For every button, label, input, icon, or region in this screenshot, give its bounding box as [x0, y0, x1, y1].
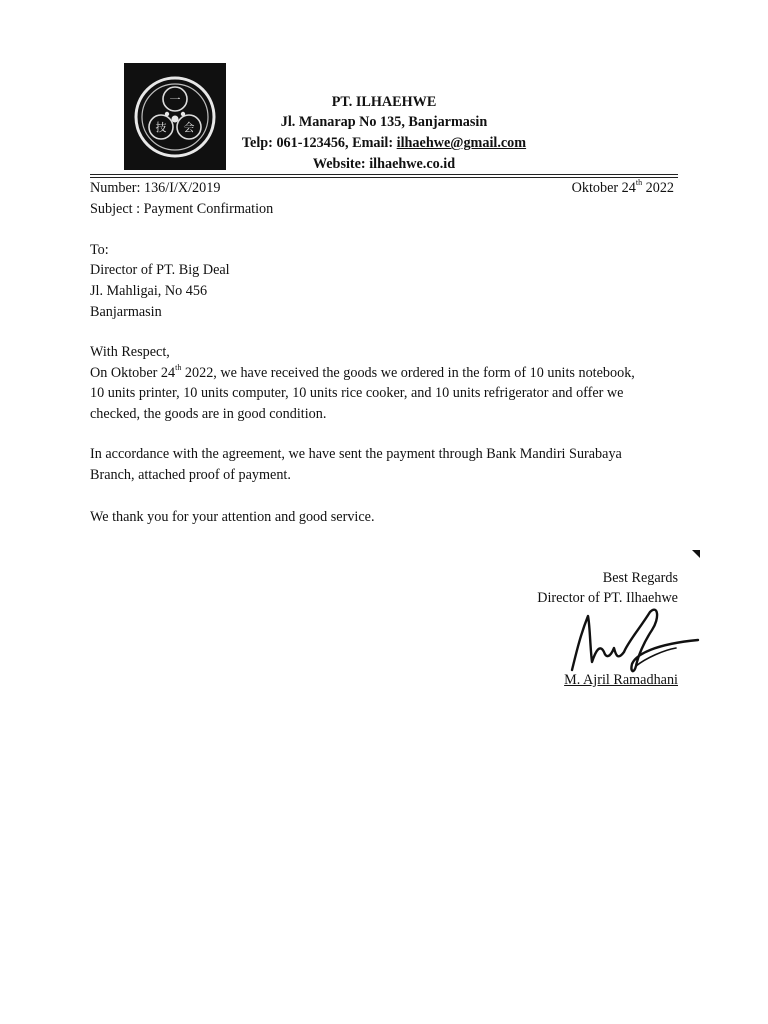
company-logo — [124, 63, 226, 170]
header-divider-thick — [90, 174, 678, 175]
recipient-name: Director of PT. Big Deal — [90, 262, 230, 278]
logo-glyph-left: 技 — [155, 121, 167, 134]
letter-date — [572, 178, 674, 199]
letter-subject: Subject : Payment Confirmation — [90, 201, 274, 217]
p1-rest: 2022, we have received the goods we ordered in the form of 10 units notebook, — [181, 365, 635, 381]
paragraph-2-line-2: Branch, attached proof of payment. — [90, 467, 291, 483]
p1-date: On Oktober 24 — [90, 365, 176, 381]
recipient-city: Banjarmasin — [90, 304, 162, 320]
p1-date-suffix: th — [175, 363, 182, 373]
letter-number: Number: 136/I/X/2019 — [90, 180, 221, 196]
closing-title: Director of PT. Ilhaehwe — [537, 590, 678, 606]
greeting: With Respect, — [90, 344, 170, 360]
date-text: Oktober 24 — [571, 180, 636, 196]
company-name: PT. ILHAEHWE — [331, 94, 437, 110]
date-suffix: th — [635, 178, 643, 188]
paragraph-2-line-1: In accordance with the agreement, we have sent the payment through Bank Mandiri Surabaya — [90, 446, 622, 462]
company-phone: Telp: 061-123456, Email: — [241, 135, 397, 151]
signature-image — [566, 606, 702, 676]
corner-mark-icon — [692, 550, 700, 558]
company-address: Jl. Manarap No 135, Banjarmasin — [280, 114, 488, 130]
company-website: Website: ilhaehwe.co.id — [312, 156, 456, 172]
recipient-street: Jl. Mahligai, No 456 — [90, 283, 208, 299]
logo-glyph-right: 会 — [183, 121, 195, 134]
paragraph-3: We thank you for your attention and good service. — [90, 509, 375, 525]
paragraph-1-line-3: checked, the goods are in good condition. — [90, 406, 327, 422]
recipient-to: To: — [90, 242, 109, 258]
company-contact — [225, 133, 543, 153]
paragraph-1-line-1 — [90, 363, 635, 384]
closing-regards: Best Regards — [602, 570, 678, 586]
signatory-name: M. Ajril Ramadhani — [564, 672, 678, 688]
date-year: 2022 — [642, 180, 674, 196]
logo-emblem-icon — [124, 63, 226, 170]
paragraph-1-line-2: 10 units printer, 10 units computer, 10 units rice cooker, and 10 units refrigerator and offer we — [90, 385, 624, 401]
logo-glyph-top: 一 — [169, 93, 181, 106]
letterhead — [225, 92, 543, 176]
company-email-link[interactable]: ilhaehwe@gmail.com — [396, 135, 527, 151]
